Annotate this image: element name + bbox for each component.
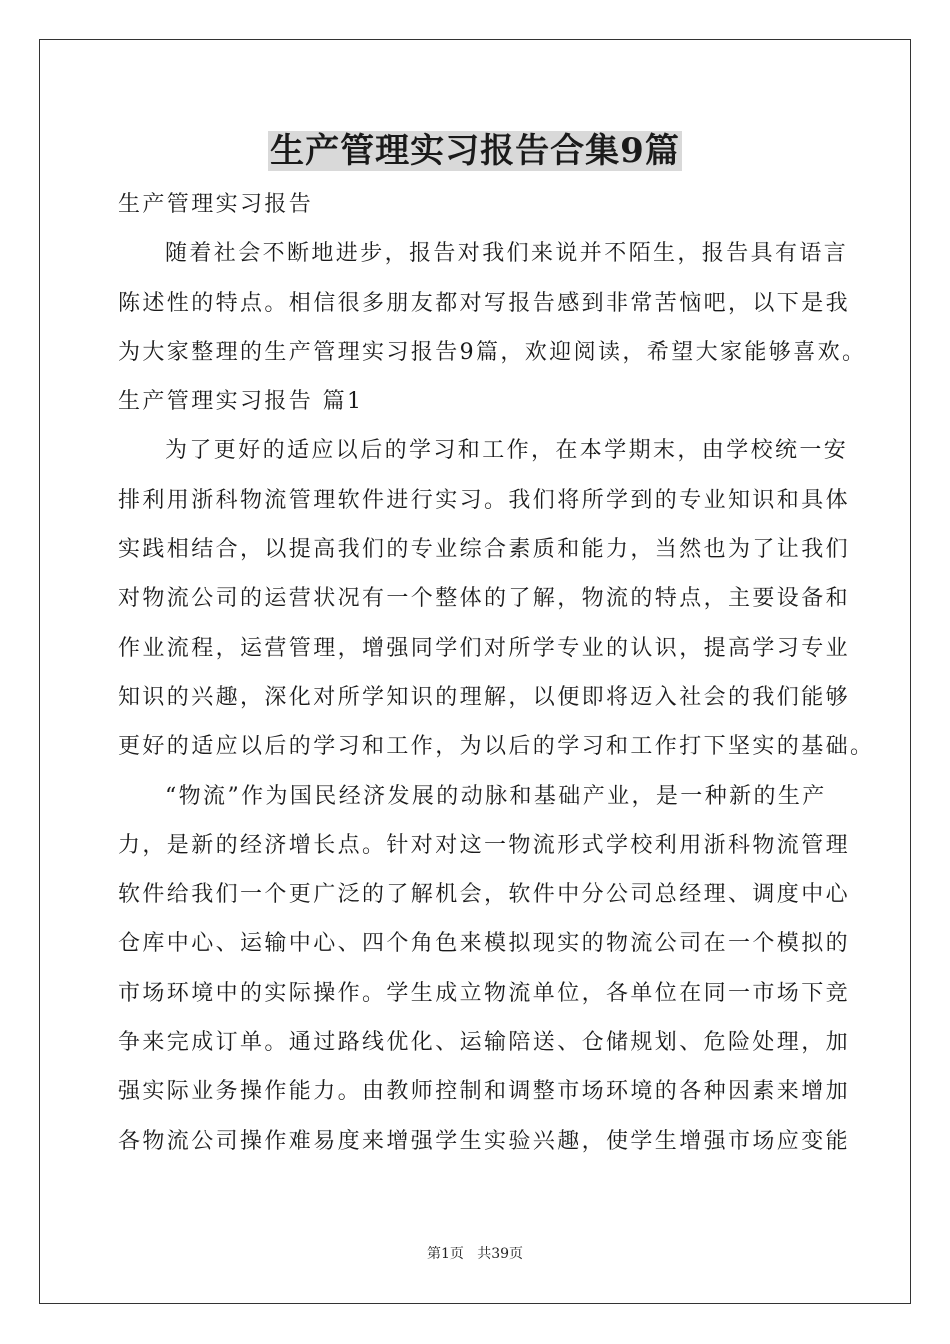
paragraph-line: 争来完成订单。通过路线优化、运输陪送、仓储规划、危险处理，加 xyxy=(118,1030,851,1056)
paragraph-line: 实践相结合，以提高我们的专业综合素质和能力，当然也为了让我们 xyxy=(118,537,851,563)
paragraph-line: 市场环境中的实际操作。学生成立物流单位，各单位在同一市场下竞 xyxy=(118,980,851,1006)
paragraph-line: 随着社会不断地进步，报告对我们来说并不陌生，报告具有语言 xyxy=(165,241,849,267)
paragraph-line: 各物流公司操作难易度来增强学生实验兴趣，使学生增强市场应变能 xyxy=(118,1128,851,1154)
document-title xyxy=(0,126,950,176)
page-footer xyxy=(0,1244,950,1264)
paragraph-line: 知识的兴趣，深化对所学知识的理解，以便即将迈入社会的我们能够 xyxy=(118,684,851,710)
section-heading: 生产管理实习报告 篇1 xyxy=(118,389,364,415)
paragraph-line: 陈述性的特点。相信很多朋友都对写报告感到非常苦恼吧，以下是我 xyxy=(118,290,851,316)
paragraph-line: “物流”作为国民经济发展的动脉和基础产业，是一种新的生产 xyxy=(165,783,827,809)
paragraph-line: 为大家整理的生产管理实习报告9篇，欢迎阅读，希望大家能够喜欢。 xyxy=(118,339,867,365)
paragraph-line: 作业流程，运营管理，增强同学们对所学专业的认识，提高学习专业 xyxy=(118,635,851,661)
paragraph-line: 排利用浙科物流管理软件进行实习。我们将所学到的专业知识和具体 xyxy=(118,487,851,513)
paragraph-line: 软件给我们一个更广泛的了解机会，软件中分公司总经理、调度中心 xyxy=(118,882,851,908)
paragraph-line: 对物流公司的运营状况有一个整体的了解，物流的特点，主要设备和 xyxy=(118,586,851,612)
paragraph-line: 力，是新的经济增长点。针对对这一物流形式学校利用浙科物流管理 xyxy=(118,832,851,858)
paragraph-line: 仓库中心、运输中心、四个角色来模拟现实的物流公司在一个模拟的 xyxy=(118,931,851,957)
section-heading: 生产管理实习报告 xyxy=(118,192,314,217)
document-body xyxy=(118,180,875,1166)
paragraph-line: 更好的适应以后的学习和工作，为以后的学习和工作打下坚实的基础。 xyxy=(118,734,875,760)
paragraph-line: 为了更好的适应以后的学习和工作，在本学期末，由学校统一安 xyxy=(165,438,849,464)
page-number: 第1页 共39页 xyxy=(426,1246,524,1262)
document-title-text: 生产管理实习报告合集9篇 xyxy=(270,131,680,171)
paragraph-line: 强实际业务操作能力。由教师控制和调整市场环境的各种因素来增加 xyxy=(118,1079,851,1105)
